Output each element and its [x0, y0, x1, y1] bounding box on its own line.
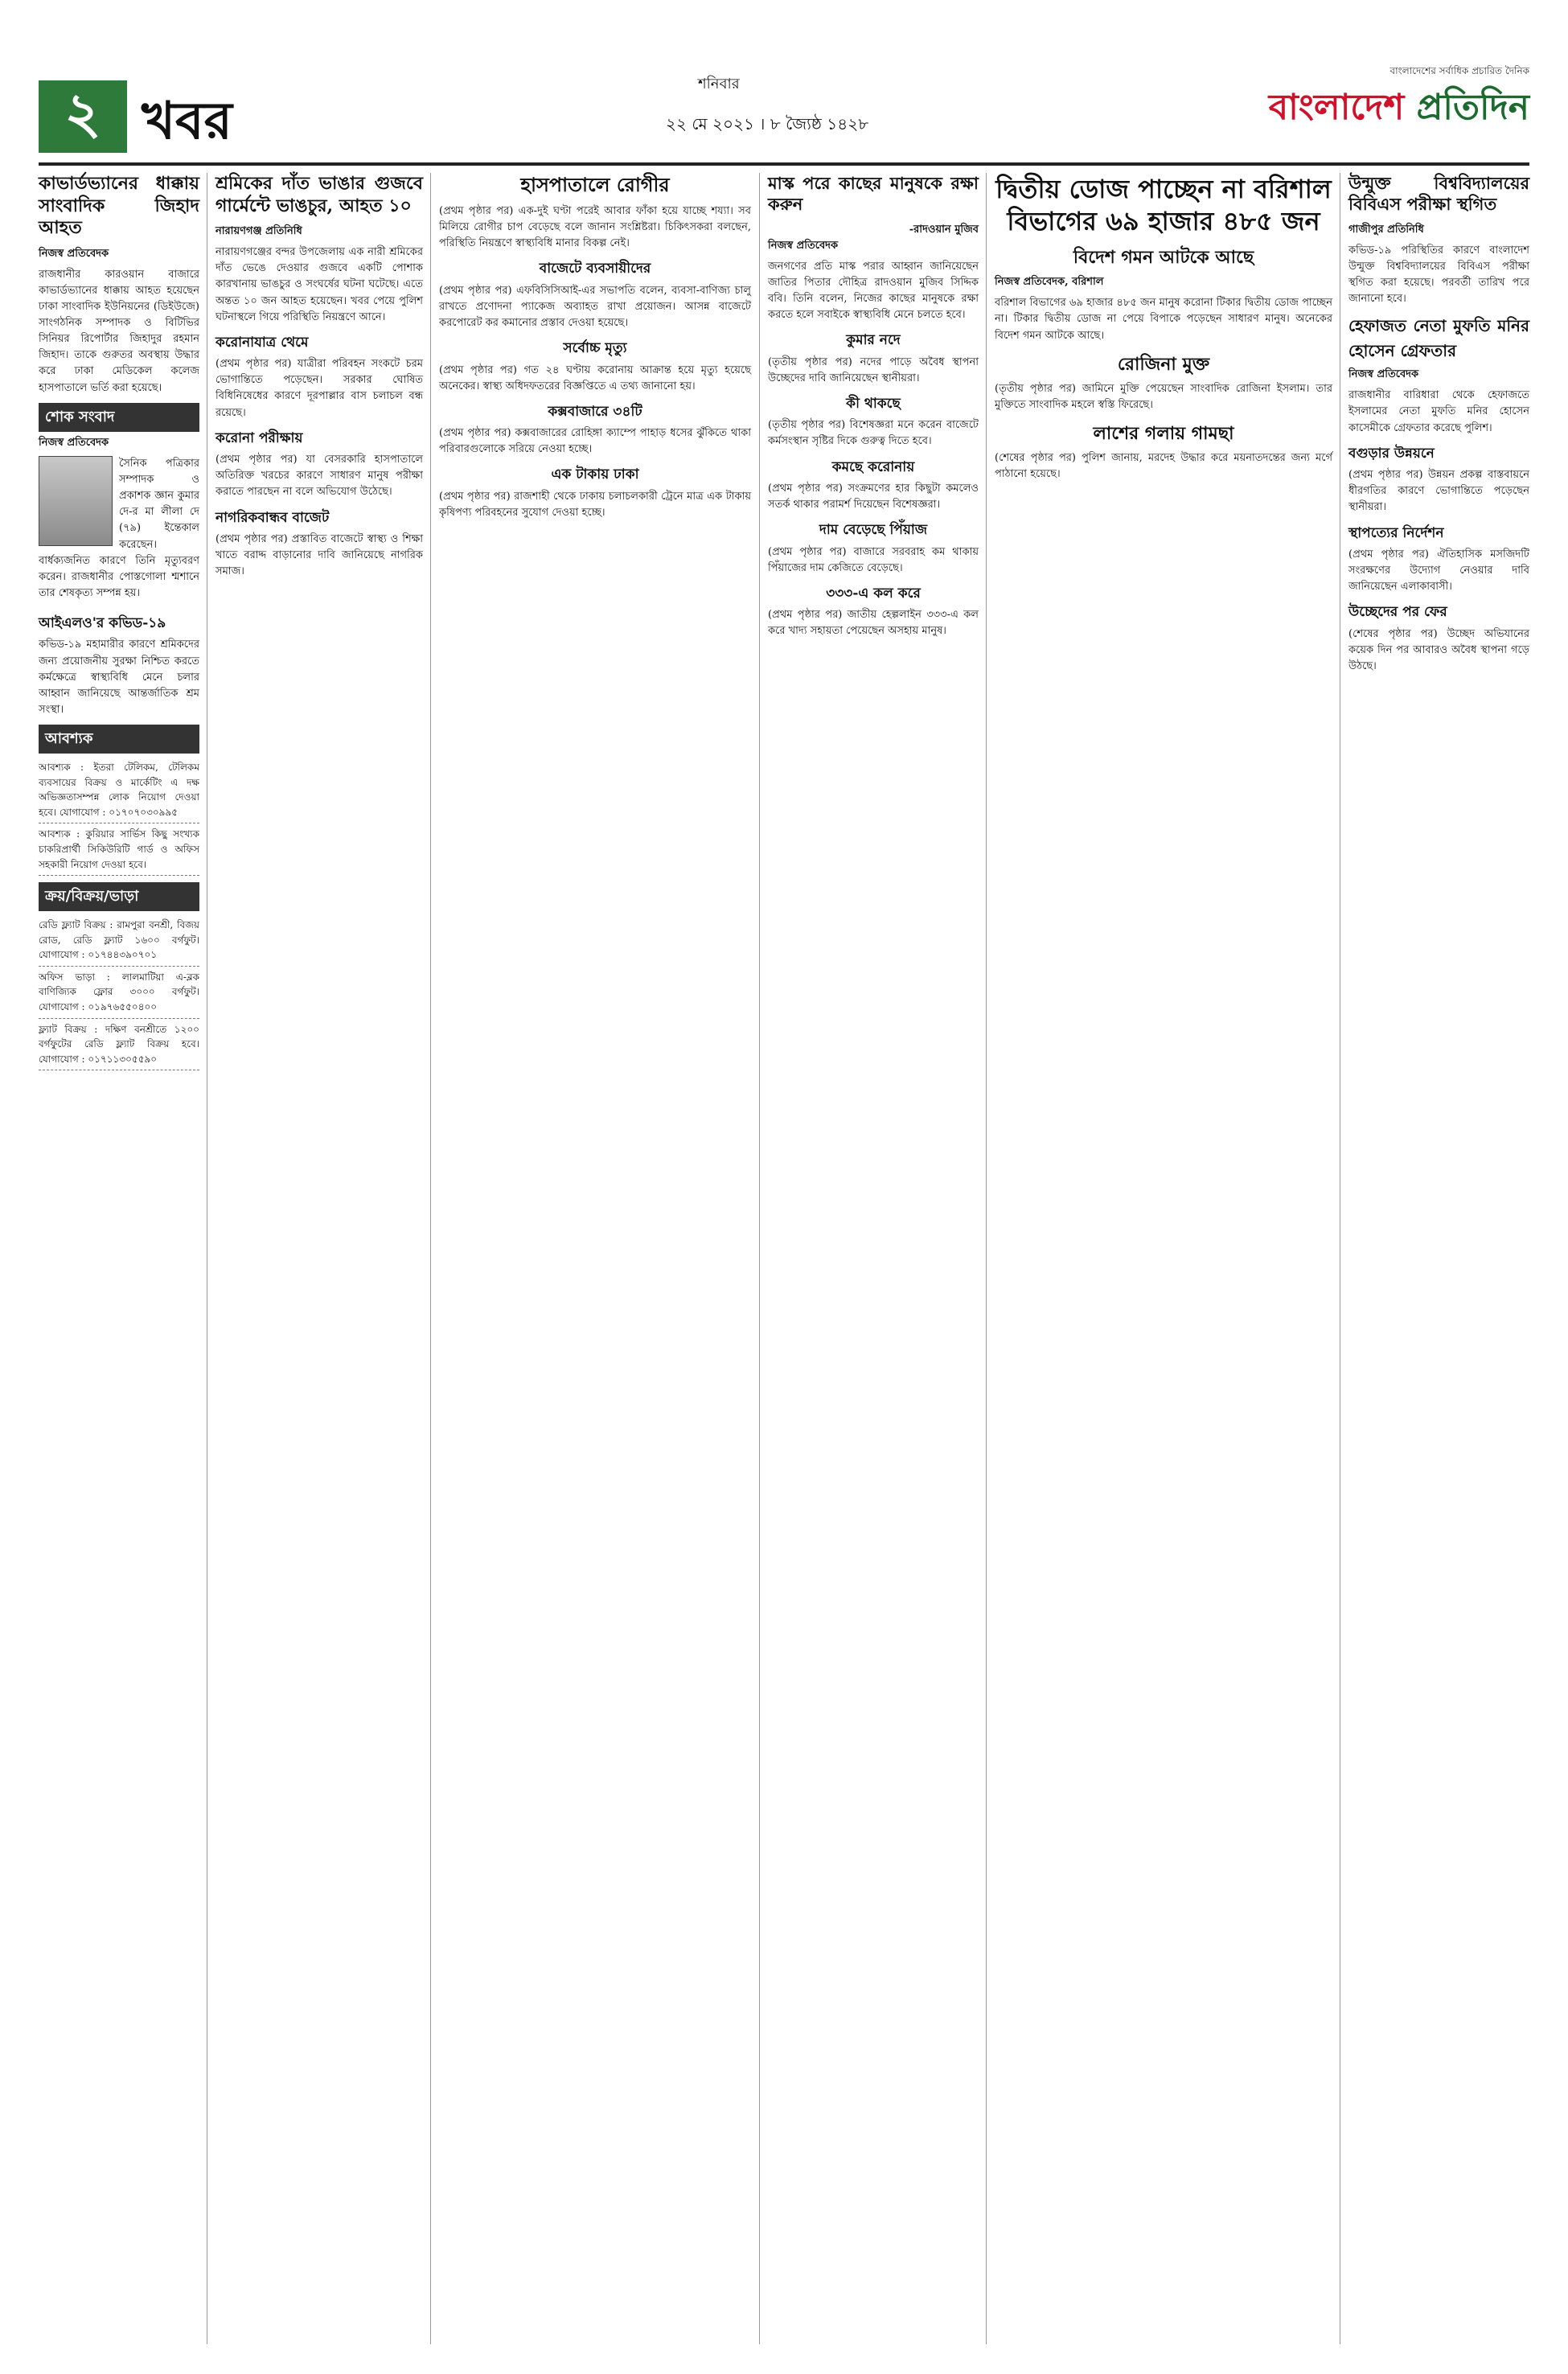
classified-ad: অফিস ভাড়া : লালমাটিয়া এ-ব্লক বাণিজ্যিক ফ্লোর ৩০০০ বর্গফুট। যোগাযোগ : ০১৯৭৬৫৫০৪০০: [39, 967, 199, 1019]
column-1: [39, 173, 199, 1070]
column-divider: [759, 173, 760, 2344]
article-subhead: কমছে করোনায়: [831, 458, 915, 475]
obituary-bar: শোক সংবাদ: [39, 403, 199, 432]
sale-bar: ক্রয়/বিক্রয়/ভাড়া: [39, 882, 199, 911]
article-body: (শেষের পৃষ্ঠার পর) উচ্ছেদ অভিযানের কয়েক দিন পর আবারও অবৈধ স্থাপনা গড়ে উঠছে।: [1348, 627, 1529, 672]
article-subhead: দাম বেড়েছে পিঁয়াজ: [819, 522, 928, 539]
article-subhead: উচ্ছেদের পর ফের: [1348, 604, 1447, 621]
article-body: (প্রথম পৃষ্ঠার পর) রাজশাহী থেকে ঢাকায় চলাচলকারী ট্রেনে মাত্র এক টাকায় কৃষিপণ্য পরিবহনের সুযোগ দেওয়া হচ্ছে।: [439, 490, 751, 519]
article-body: (তৃতীয় পৃষ্ঠার পর) বিশেষজ্ঞরা মনে করেন বাজেটে কর্মসংস্থান সৃষ্টির দিকে গুরুত্ব দিতে হবে।: [768, 419, 979, 448]
article-body: (প্রথম পৃষ্ঠার পর) জাতীয় হেল্পলাইন ৩৩৩-এ কল করে খাদ্য সহায়তা পেয়েছেন অসহায় মানুষ।: [768, 609, 979, 638]
article-headline: শ্রমিকের দাঁত ভাঙার গুজবে গার্মেন্টে ভাঙচুর, আহত ১০: [215, 173, 423, 216]
article-body: (প্রথম পৃষ্ঠার পর) গত ২৪ ঘণ্টায় করোনায় আক্রান্ত হয়ে মৃত্যু হয়েছে অনেকের। স্বাস্থ্য অধিদফতরের বিজ্ঞপ্তিতে এ তথ্য জানানো হয়।: [439, 363, 751, 392]
article-subhead: আইএলও'র কভিড-১৯: [39, 615, 166, 632]
article-subhead: কী থাকছে: [846, 395, 901, 412]
masthead: [39, 64, 1529, 161]
brand-name: বাংলাদেশ প্রতিদিন: [1268, 87, 1529, 128]
column-2: [215, 173, 423, 585]
article-body: (প্রথম পৃষ্ঠার পর) কক্সবাজারের রোহিঙ্গা ক্যাম্পে পাহাড় ধসের ঝুঁকিতে থাকা পরিবারগুলোকে সরিয়ে নেওয়া হচ্ছে।: [439, 427, 751, 456]
article-body: রাজধানীর বারিধারা থেকে হেফাজতে ইসলামের নেতা মুফতি মনির হোসেন কাসেমীকে গ্রেফতার করেছে পুলিশ।: [1348, 389, 1529, 434]
article-byline: নারায়ণগঞ্জ প্রতিনিধি: [215, 225, 302, 237]
column-divider: [430, 173, 431, 2344]
article-body: (প্রথম পৃষ্ঠার পর) যাত্রীরা পরিবহন সংকটে চরম ভোগান্তিতে পড়েছেন। সরকার ঘোষিত বিধিনিষেধের কারণে দূরপাল্লার বাস চলাচল বন্ধ রয়েছে।: [215, 358, 423, 419]
article-body: (প্রথম পৃষ্ঠার পর) ঐতিহাসিক মসজিদটি সংরক্ষণের উদ্যোগ নেওয়ার দাবি জানিয়েছেন এলাকাবাসী।: [1348, 548, 1529, 594]
article-headline: উন্মুক্ত বিশ্ববিদ্যালয়ের বিবিএস পরীক্ষা স্থগিত: [1348, 173, 1529, 215]
article-body: (প্রথম পৃষ্ঠার পর) এফবিসিসিআই-এর সভাপতি বলেন, ব্যবসা-বাণিজ্য চালু রাখতে প্রণোদনা প্যাকেজ অব্যাহত রাখা প্রয়োজন। আসন্ন বাজেটে করপোরেট কর কমানোর প্রস্তাব দেওয়া হয়েছে।: [439, 284, 751, 330]
article-body: (প্রথম পৃষ্ঠার পর) বাজারে সরবরাহ কম থাকায় পিঁয়াজের দাম কেজিতে বেড়েছে।: [768, 545, 979, 574]
obituary-byline: নিজস্ব প্রতিবেদক: [39, 436, 109, 449]
article-subhead: বিদেশ গমন আটকে আছে: [1073, 247, 1254, 268]
article-headline: হাসপাতালে রোগীর: [520, 173, 670, 196]
article-headline: দ্বিতীয় ডোজ পাচ্ছেন না বরিশাল বিভাগের ৬৯ হাজার ৪৮৫ জন: [995, 174, 1332, 236]
article-body: জনগণের প্রতি মাস্ক পরার আহ্বান জানিয়েছেন জাতির পিতার দৌহিত্র রাদওয়ান মুজিব সিদ্দিক ববি। তিনি বলেন, নিজের কাছের মানুষকে রক্ষা করতে হলে সবাইকে স্বাস্থ্যবিধি মেনে চলতে হবে।: [768, 260, 979, 322]
column-5: [995, 173, 1332, 487]
article-subhead: ৩৩৩-এ কল করে: [826, 585, 921, 602]
article-body: কভিড-১৯ পরিস্থিতির কারণে বাংলাদেশ উন্মুক্ত বিশ্ববিদ্যালয়ের বিবিএস পরীক্ষা স্থগিত করা হয়েছে। পরবর্তী তারিখ পরে জানানো হবে।: [1348, 244, 1529, 306]
article-byline: নিজস্ব প্রতিবেদক: [1348, 368, 1419, 381]
classified-ad: ফ্ল্যাট বিক্রয় : দক্ষিণ বনশ্রীতে ১২০০ বর্গফুটের রেডি ফ্ল্যাট বিক্রয় হবে। যোগাযোগ : ০১৭১১৩০৫৫৯০: [39, 1019, 199, 1071]
article-byline: নিজস্ব প্রতিবেদক, বরিশাল: [995, 276, 1104, 289]
article-subhead: কুমার নদে: [846, 332, 901, 349]
article-body: (শেষের পৃষ্ঠার পর) পুলিশ জানায়, মরদেহ উদ্ধার করে ময়নাতদন্তের জন্য মর্গে পাঠানো হয়েছে।: [995, 452, 1332, 481]
article-subhead: স্থাপত্যের নির্দেশন: [1348, 524, 1444, 541]
date-label: ২২ মে ২০২১ । ৮ জ্যৈষ্ঠ ১৪২৮: [666, 114, 869, 133]
column-4: [768, 173, 979, 644]
classified-ad: আবশ্যক : কুরিয়ার সার্ভিস কিছু সংখ্যক চাকরিপ্রার্থী সিকিউরিটি গার্ড ও অফিস সহকারী নিয়োগ দেওয়া হবে।: [39, 824, 199, 876]
obituary-photo: [39, 456, 113, 546]
article-body: (প্রথম পৃষ্ঠার পর) প্রস্তাবিত বাজেটে স্বাস্থ্য ও শিক্ষা খাতে বরাদ্দ বাড়ানোর দাবি জানিয়েছে নাগরিক সমাজ।: [215, 532, 423, 578]
masthead-rule: [39, 162, 1529, 166]
column-3: [439, 173, 751, 526]
article-subhead: করোনাযাত্র থেমে: [215, 334, 309, 351]
day-label: শনিবার: [698, 76, 740, 92]
article-subhead: বাজেটে ব্যবসায়ীদের: [539, 261, 651, 277]
classified-ad: রেডি ফ্ল্যাট বিক্রয় : রামপুরা বনশ্রী, বিজয় রোড, রেডি ফ্ল্যাট ১৬০০ বর্গফুট। যোগাযোগ : ০১৭৪৪৩৯০৭০১: [39, 914, 199, 967]
article-subhead: সর্বোচ্চ মৃত্যু: [563, 340, 627, 357]
article-subhead: লাশের গলায় গামছা: [1093, 423, 1234, 445]
article-body: (প্রথম পৃষ্ঠার পর) যা বেসরকারি হাসপাতালে অতিরিক্ত খরচের কারণে সাধারণ মানুষ পরীক্ষা করাতে পারছেন না বলে অভিযোগ উঠেছে।: [215, 454, 423, 499]
article-body: (প্রথম পৃষ্ঠার পর) এক-দুই ঘণ্টা পরেই আবার ফাঁকা হয়ে যাচ্ছে শয্যা। সব মিলিয়ে রোগীর চাপ বেড়েছে বলে জানান সংশ্লিষ্টরা। চিকিৎসকরা বলছেন, পরিস্থিতি নিয়ন্ত্রণে স্বাস্থ্যবিধি মানার বিকল্প নেই।: [439, 205, 751, 250]
article-body: (তৃতীয় পৃষ্ঠার পর) জামিনে মুক্তি পেয়েছেন সাংবাদিক রোজিনা ইসলাম। তার মুক্তিতে সাংবাদিক মহলে স্বস্তি ফিরেছে।: [995, 382, 1332, 411]
article-body: (প্রথম পৃষ্ঠার পর) সংক্রমণের হার কিছুটা কমলেও সতর্ক থাকার পরামর্শ দিয়েছেন বিশেষজ্ঞরা।: [768, 482, 979, 511]
article-headline: মাস্ক পরে কাছের মানুষকে রক্ষা করুন: [768, 173, 979, 215]
article-body: (তৃতীয় পৃষ্ঠার পর) নদের পাড়ে অবৈধ স্থাপনা উচ্ছেদের দাবি জানিয়েছেন স্থানীয়রা।: [768, 355, 979, 384]
column-6: [1348, 173, 1529, 680]
article-subhead: এক টাকায় ঢাকা: [551, 466, 639, 483]
classified-ad: আবশ্যক : ইতরা টেলিকম, টেলিকম ব্যবসায়ের বিক্রয় ও মার্কেটিং এ দক্ষ অভিজ্ঞতাসম্পন্ন লোক নিয়োগ দেওয়া হবে। যোগাযোগ : ০১৭০৭০৩০৯৯৫: [39, 757, 199, 824]
article-subhead: হেফাজত নেতা মুফতি মনির হোসেন গ্রেফতার: [1348, 316, 1529, 361]
article-subhead: রোজিনা মুক্ত: [1117, 353, 1210, 375]
article-body: রাজধানীর কারওয়ান বাজারে কাভার্ডভ্যানের ধাক্কায় আহত হয়েছেন ঢাকা সাংবাদিক ইউনিয়নের (ডিইউজে) সাংগঠনিক সম্পাদক ও বিটিভির সিনিয়র রিপোর্টার জিহাদুর রহমান জিহাদ। তাকে গুরুতর অবস্থায় উদ্ধার করে ঢাকা মেডিকেল কলেজ হাসপাতালে ভর্তি করা হয়েছে।: [39, 268, 199, 394]
article-body: (প্রথম পৃষ্ঠার পর) উন্নয়ন প্রকল্প বাস্তবায়নে ধীরগতির কারণে ভোগান্তিতে পড়েছেন স্থানীয়রা।: [1348, 469, 1529, 514]
article-byline: নিজস্ব প্রতিবেদক: [39, 247, 109, 260]
article-subhead: করোনা পরীক্ষায়: [215, 429, 303, 446]
obituary-text: সৈনিক পত্রিকার সম্পাদক ও প্রকাশক জ্ঞান কুমার দে-র মা লীলা দে (৭৯) ইন্তেকাল করেছেন। বার্ধক্যজনিত কারণে তিনি মৃত্যুবরণ করেন। রাজধানীর পোস্তগোলা শ্মশানে তার শেষকৃত্য সম্পন্ন হয়।: [39, 457, 199, 599]
article-headline: কাভার্ডভ্যানের ধাক্কায় সাংবাদিক জিহাদ আহত: [39, 173, 199, 238]
article-author: -রাদওয়ান মুজিব: [909, 223, 979, 236]
article-byline: গাজীপুর প্রতিনিধি: [1348, 223, 1424, 236]
section-title: খবর: [142, 91, 232, 151]
article-subhead: বগুড়ার উন্নয়নে: [1348, 445, 1435, 462]
article-byline: নিজস্ব প্রতিবেদক: [768, 239, 839, 252]
article-body: কভিড-১৯ মহামারীর কারণে শ্রমিকদের জন্য প্রয়োজনীয় সুরক্ষা নিশ্চিত করতে কর্মক্ষেত্রে স্বাস্থ্যবিধি মেনে চলার আহ্বান জানিয়েছে আন্তর্জাতিক শ্রম সংস্থা।: [39, 639, 199, 716]
column-divider: [986, 173, 987, 2344]
article-subhead: কক্সবাজারে ৩৪টি: [548, 403, 642, 420]
classified-bar: আবশ্যক: [39, 725, 199, 754]
article-body: নারায়ণগঞ্জের বন্দর উপজেলায় এক নারী শ্রমিকের দাঁত ভেঙে দেওয়ার গুজবে একটি পোশাক কারখানায় ভাঙচুর ও সংঘর্ষের ঘটনা ঘটেছে। এতে অন্তত ১০ জন আহত হয়েছেন। খবর পেয়ে পুলিশ ঘটনাস্থলে গিয়ে পরিস্থিতি নিয়ন্ত্রণে আনে।: [215, 246, 423, 323]
page-number: ২: [39, 80, 127, 153]
brand-logo: [1269, 64, 1529, 139]
article-body: বরিশাল বিভাগের ৬৯ হাজার ৪৮৫ জন মানুষ করোনা টিকার দ্বিতীয় ডোজ পাচ্ছেন না। টিকার দ্বিতীয় ডোজ না পেয়ে বিপাকে পড়েছেন সাধারণ মানুষ। অনেকের বিদেশ গমন আটকে আছে।: [995, 297, 1332, 342]
brand-tagline: বাংলাদেশের সর্বাধিক প্রচারিত দৈনিক: [1389, 65, 1529, 76]
article-subhead: নাগরিকবান্ধব বাজেট: [215, 509, 330, 526]
